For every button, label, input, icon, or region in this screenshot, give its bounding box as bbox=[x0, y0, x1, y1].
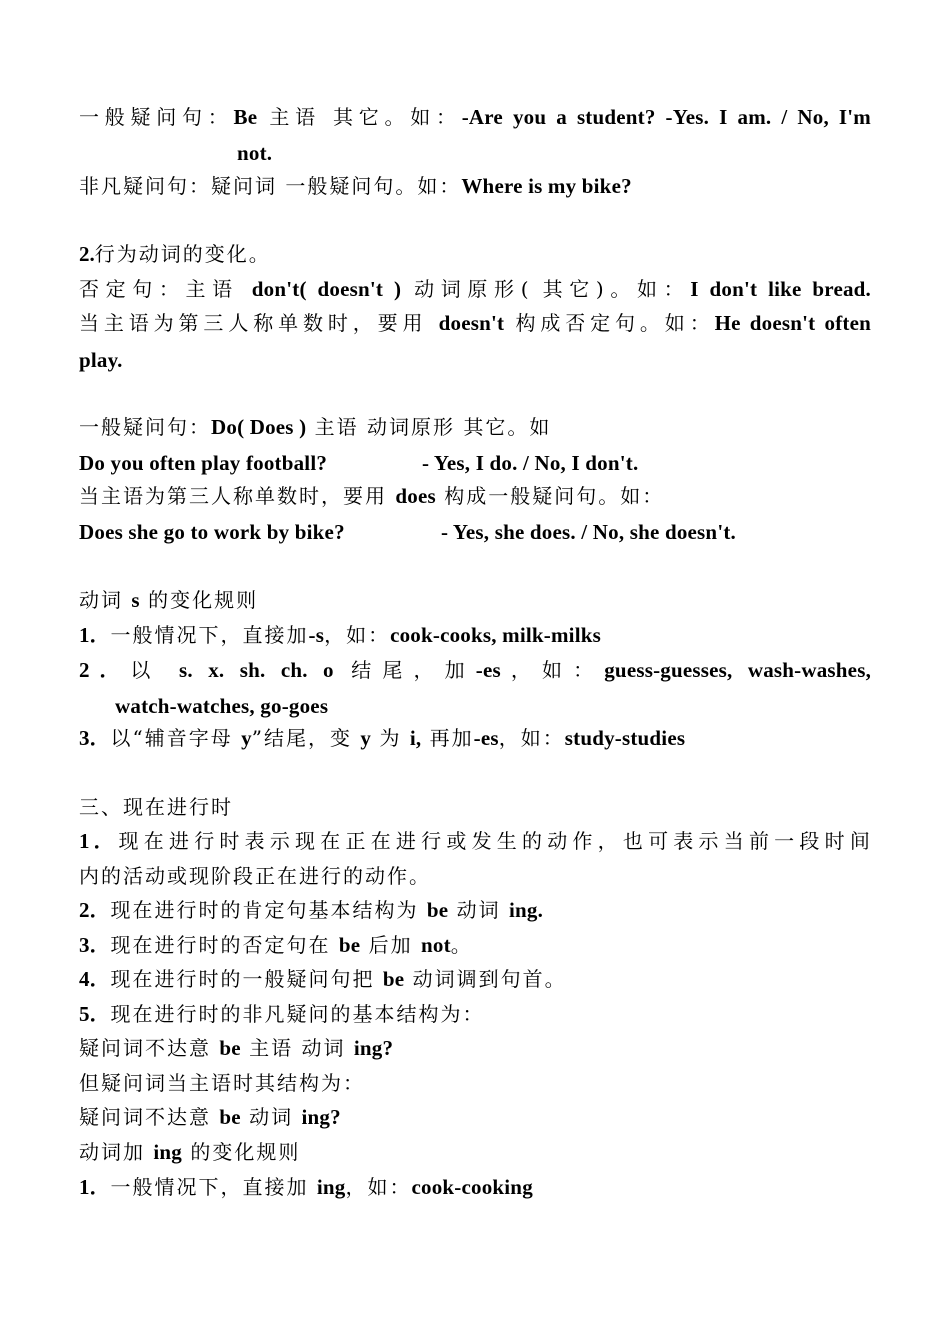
text-zh: 以“辅音字母 bbox=[110, 726, 242, 750]
continuous-item-3 bbox=[79, 933, 871, 957]
text-zh: 当主语为第三人称单数时，要用 bbox=[79, 484, 396, 508]
text-zh: ”结尾，变 bbox=[251, 726, 361, 750]
text-zh: 三、现在进行时 bbox=[79, 795, 233, 819]
text-zh: 疑问词不达意 bbox=[79, 1036, 220, 1060]
structure-line-1 bbox=[79, 1036, 871, 1060]
text-zh: 构成否定句。如： bbox=[504, 311, 715, 335]
rule-item-2 bbox=[79, 658, 871, 682]
text-zh: 为 bbox=[371, 726, 410, 750]
text-en: Be bbox=[233, 105, 258, 129]
text-zh: 现在进行时的否定句在 bbox=[110, 933, 339, 957]
text-zh: 现在进行时表示现在正在进行或发生的动作，也可表示当前一段时间 bbox=[118, 829, 872, 853]
item-number: 2． bbox=[79, 898, 111, 922]
text-zh: 动词 bbox=[79, 588, 132, 612]
text-en: -s bbox=[308, 623, 325, 647]
rule-item-2-continued bbox=[115, 694, 907, 718]
text-en: ing bbox=[316, 1175, 346, 1199]
text-zh: 否定句：主语 bbox=[79, 277, 252, 301]
text-en: be bbox=[382, 967, 405, 991]
item-number: 3． bbox=[79, 726, 111, 750]
line-not bbox=[237, 141, 950, 165]
line-third-person-negative bbox=[79, 311, 871, 335]
structure-line-2 bbox=[79, 1105, 871, 1129]
text-en: ing bbox=[153, 1140, 182, 1164]
text-zh: 动词 bbox=[240, 1105, 302, 1129]
line-special-question bbox=[79, 174, 871, 198]
text-en: i, bbox=[409, 726, 422, 750]
section-heading-verb-ing bbox=[79, 1140, 871, 1164]
item-number: 2． bbox=[79, 658, 131, 682]
text-en: -Are you a student? -Yes. I am. / No, I'm bbox=[461, 105, 872, 129]
text-en: study-studies bbox=[564, 726, 686, 750]
text-zh: 的变化规则 bbox=[139, 588, 259, 612]
line-general-question-be bbox=[79, 105, 871, 129]
text-zh: ，如： bbox=[500, 658, 605, 682]
text-zh: 现在进行时的肯定句基本结构为 bbox=[110, 898, 427, 922]
text-en: play. bbox=[79, 348, 123, 372]
text-zh: 以 bbox=[130, 658, 179, 682]
line-third-person-question bbox=[79, 484, 871, 508]
text-en: y bbox=[241, 726, 252, 750]
text-zh: ，如： bbox=[324, 623, 391, 647]
text-en: be bbox=[219, 1036, 241, 1060]
text-en: Where is my bike? bbox=[461, 174, 632, 198]
text-en: -es bbox=[475, 658, 501, 682]
continuous-item-1 bbox=[79, 829, 871, 853]
text-en: cook-cooks, milk-milks bbox=[390, 623, 601, 647]
text-zh: 一般疑问句： bbox=[79, 415, 211, 439]
text-zh: 主语 其它。如： bbox=[257, 105, 462, 129]
text-zh: 一般情况下，直接加 bbox=[110, 623, 309, 647]
text-zh: 动词加 bbox=[79, 1140, 154, 1164]
text-zh: 后加 bbox=[360, 933, 421, 957]
structure-note bbox=[79, 1071, 871, 1095]
text-en: - Yes, she does. / No, she doesn't. bbox=[441, 520, 736, 544]
text-en: s bbox=[131, 588, 140, 612]
text-en: don't( doesn't ) bbox=[251, 277, 402, 301]
line-general-question-do bbox=[79, 415, 871, 439]
text-en: ing? bbox=[353, 1036, 394, 1060]
ing-rule-item-1 bbox=[79, 1175, 871, 1199]
continuous-item-5 bbox=[79, 1002, 871, 1026]
text-en: Do( Does ) bbox=[211, 415, 307, 439]
text-zh: 动词原形( 其它)。如： bbox=[401, 277, 691, 301]
text-zh: 疑问词不达意 bbox=[79, 1105, 220, 1129]
item-number: 2. bbox=[79, 242, 95, 266]
line-example-football bbox=[79, 451, 871, 475]
text-zh: 再加 bbox=[421, 726, 474, 750]
item-number: 1． bbox=[79, 829, 119, 853]
text-en: - Yes, I do. / No, I don't. bbox=[422, 451, 639, 475]
text-zh: 现在进行时的非凡疑问的基本结构为： bbox=[110, 1002, 485, 1026]
text-en: not. bbox=[237, 141, 273, 165]
text-en: guess-guesses, wash-washes, bbox=[604, 658, 872, 682]
text-zh: 行为动词的变化。 bbox=[94, 242, 271, 266]
item-number: 1． bbox=[79, 1175, 111, 1199]
text-zh: 主语 动词 bbox=[240, 1036, 354, 1060]
text-zh: 非凡疑问句：疑问词 一般疑问句。如： bbox=[79, 174, 462, 198]
text-zh: 的变化规则 bbox=[181, 1140, 301, 1164]
text-zh: 内的活动或现阶段正在进行的动作。 bbox=[79, 864, 431, 888]
text-en: s. x. sh. ch. o bbox=[179, 658, 334, 682]
text-zh: 构成一般疑问句。如： bbox=[435, 484, 665, 508]
text-en: be bbox=[219, 1105, 241, 1129]
text-en: cook-cooking bbox=[411, 1175, 533, 1199]
text-en: be bbox=[338, 933, 361, 957]
text-zh: 但疑问词当主语时其结构为： bbox=[79, 1071, 365, 1095]
text-zh: 动词 bbox=[448, 898, 509, 922]
section-heading-verb-change bbox=[79, 242, 871, 266]
text-en: doesn't bbox=[438, 311, 505, 335]
text-en: I don't like bread. bbox=[690, 277, 872, 301]
item-number: 5． bbox=[79, 1002, 111, 1026]
text-en: ing. bbox=[508, 898, 544, 922]
text-zh: 结尾，加 bbox=[333, 658, 476, 682]
item-number: 4． bbox=[79, 967, 111, 991]
text-en: ing? bbox=[301, 1105, 341, 1129]
text-zh: ，如： bbox=[345, 1175, 412, 1199]
text-en: not bbox=[420, 933, 451, 957]
continuous-item-1-continued bbox=[79, 864, 871, 888]
text-en: -es bbox=[473, 726, 499, 750]
text-zh: 一般情况下，直接加 bbox=[110, 1175, 317, 1199]
section-heading-verb-s bbox=[79, 588, 871, 612]
text-en: Do you often play football? bbox=[79, 451, 328, 475]
line-play bbox=[79, 348, 871, 372]
text-zh: 动词调到句首。 bbox=[404, 967, 567, 991]
continuous-item-4 bbox=[79, 967, 871, 991]
text-zh: ，如： bbox=[498, 726, 565, 750]
section-heading-present-continuous bbox=[79, 795, 871, 819]
text-zh: 现在进行时的一般疑问句把 bbox=[110, 967, 383, 991]
line-example-bike bbox=[79, 520, 871, 544]
continuous-item-2 bbox=[79, 898, 871, 922]
text-en: does bbox=[395, 484, 436, 508]
rule-item-1 bbox=[79, 623, 871, 647]
text-en: be bbox=[426, 898, 449, 922]
item-number: 1． bbox=[79, 623, 111, 647]
rule-item-3 bbox=[79, 726, 871, 750]
text-zh: 主语 动词原形 其它。如 bbox=[306, 415, 552, 439]
text-en: He doesn't often bbox=[714, 311, 871, 335]
text-en: watch-watches, go-goes bbox=[115, 694, 329, 718]
line-negative bbox=[79, 277, 871, 301]
text-en: y bbox=[360, 726, 372, 750]
text-zh: 当主语为第三人称单数时，要用 bbox=[79, 311, 439, 335]
text-en: Does she go to work by bike? bbox=[79, 520, 345, 544]
item-number: 3． bbox=[79, 933, 111, 957]
text-zh: 一般疑问句： bbox=[79, 105, 234, 129]
text-zh: 。 bbox=[450, 933, 473, 957]
